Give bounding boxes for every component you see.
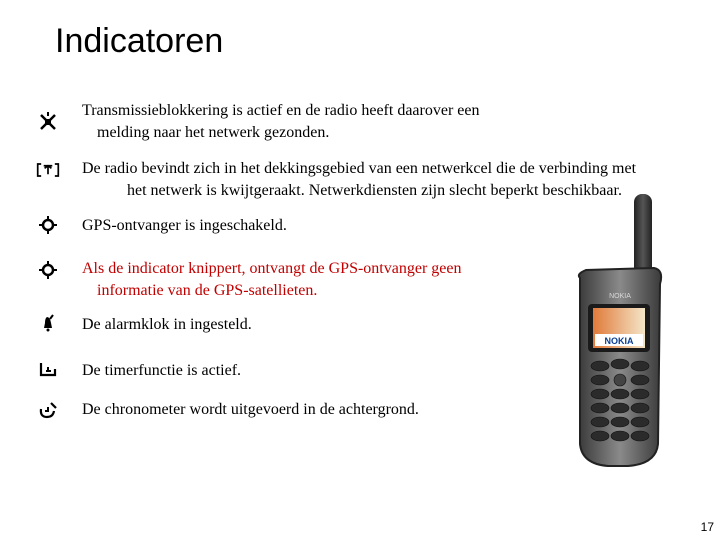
stopwatch-icon	[36, 398, 60, 422]
slide-title: Indicatoren	[55, 22, 224, 60]
gps-blinking-icon	[36, 258, 60, 282]
indicator-text: GPS-ontvanger is ingeschakeld.	[82, 217, 287, 234]
indicator-text: Als de indicator knippert, ontvangt de GPS-ontvanger geen informatie van de GPS-satellieten.	[82, 260, 462, 299]
network-coverage-icon	[36, 158, 60, 182]
indicator-text: De radio bevindt zich in het dekkingsgebied van een netwerkcel die de verbinding met het netwerk is kwijtgeraakt. Netwerkdiensten zijn slecht beperkt beschikbaar.	[82, 160, 637, 199]
indicator-text: Transmissieblokkering is actief en de radio heeft daarover een melding naar het netwerk gezonden.	[82, 102, 480, 141]
alarm-clock-icon	[36, 310, 60, 334]
timer-icon	[36, 357, 60, 381]
satellite-phone-image	[568, 194, 670, 468]
indicator-text: De chronometer wordt uitgevoerd in de achtergrond.	[82, 401, 419, 418]
page-number: 17	[700, 520, 714, 534]
gps-on-icon	[36, 213, 60, 237]
screen-brand-label: NOKIA	[604, 336, 634, 346]
transmission-blocked-icon	[36, 110, 60, 134]
indicator-text: De timerfunctie is actief.	[82, 362, 242, 379]
phone-brand-label: NOKIA	[609, 293, 631, 300]
indicator-text: De alarmklok in ingesteld.	[82, 316, 252, 333]
